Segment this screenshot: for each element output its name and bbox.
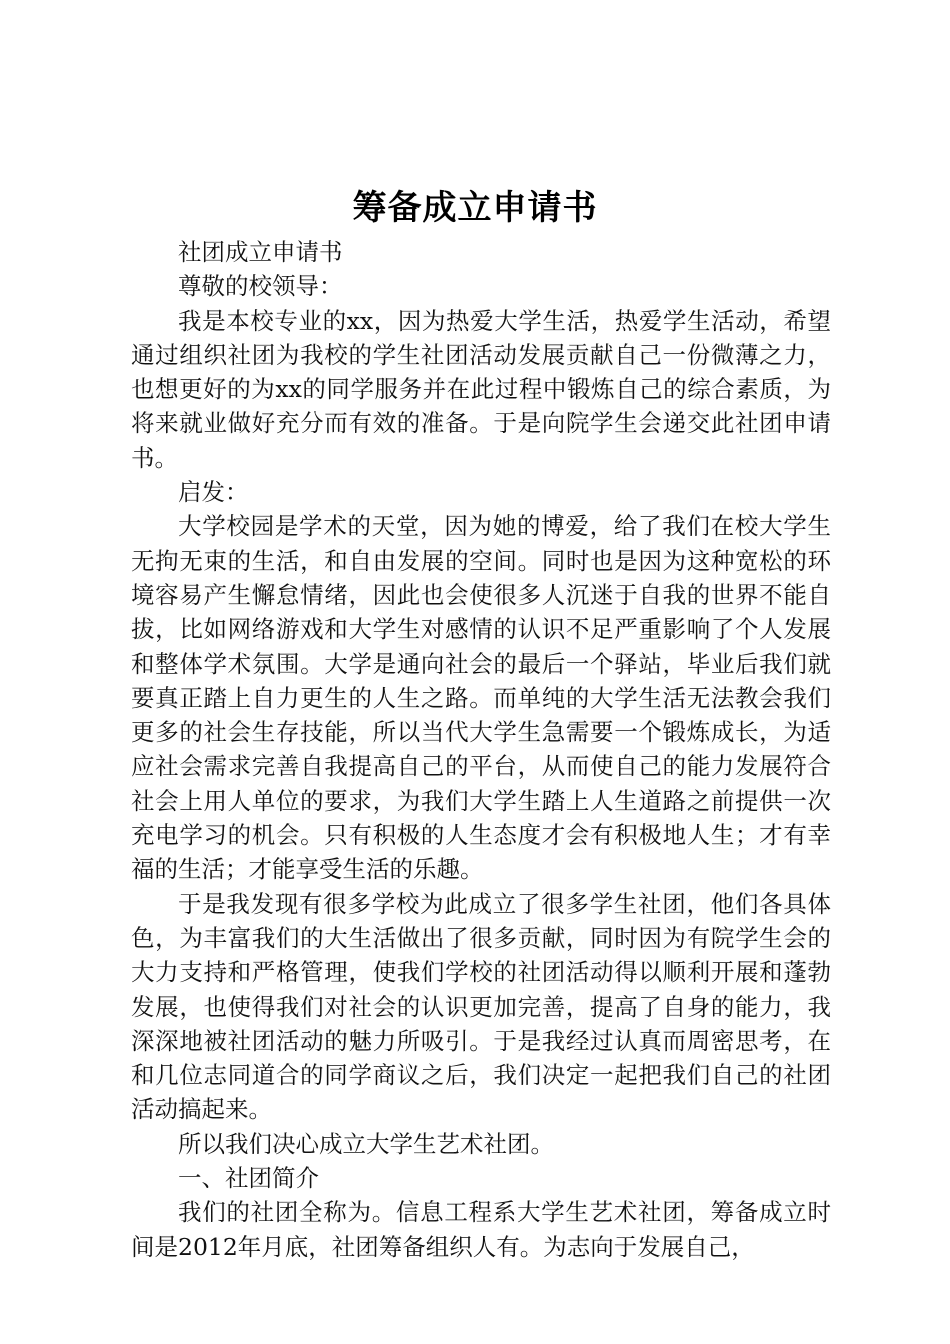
paragraph-heading: 社团成立申请书	[178, 238, 343, 266]
paragraph-salutation: 尊敬的校领导：	[178, 272, 343, 301]
paragraph-motivation: 大学校园是学术的天堂，因为她的博爱，给了我们在校大学生无拘无束的生活，和自由发展的空间。同时也是因为这种宽松的环境容易产生懈怠情绪，因此也会使很多人沉迷于自我的世界不能自拔，比如网络游戏和大学生对感情的认识不足严重影响了个人发展和整体学术氛围。大学是通向社会的最后一个驿站，毕业后我们就要真正踏上自力更生的人生之路。而单纯的大学生活无法教会我们更多的社会生存技能，所以当代大学生急需要一个锻炼成长，为适应社会需求完善自我提高自己的平台，从而使自己的能力发展符合社会上用人单位的要求，为我们大学生踏上人生道路之前提供一次充电学习的机会。只有积极的人生态度才会有积极地人生；才有幸福的生活；才能享受生活的乐趣。	[131, 512, 831, 884]
paragraph-decision: 所以我们决心成立大学生艺术社团。	[178, 1129, 554, 1158]
document-title: 筹备成立申请书	[352, 188, 598, 228]
paragraph-intro: 我是本校专业的xx，因为热爱大学生活，热爱学生活动，希望通过组织社团为我校的学生社团活动发展贡献自己一份微薄之力，也想更好的为xx的同学服务并在此过程中锻炼自己的综合素质，为将来就业做好充分而有效的准备。于是向院学生会递交此社团申请书。	[131, 306, 831, 472]
paragraph-discovery: 于是我发现有很多学校为此成立了很多学生社团，他们各具体色，为丰富我们的大生活做出了很多贡献，同时因为有院学生会的大力支持和严格管理，使我们学校的社团活动得以顺利开展和蓬勃发展，也使得我们对社会的认识更加完善，提高了自身的能力，我深深地被社团活动的魅力所吸引。于是我经过认真而周密思考，在和几位志同道合的同学商议之后，我们决定一起把我们自己的社团活动搞起来。	[131, 889, 831, 1124]
document-body	[131, 235, 831, 1264]
paragraph-section-heading: 一、社团简介	[178, 1164, 319, 1193]
paragraph-section-label: 启发：	[178, 478, 249, 507]
paragraph-club-intro: 我们的社团全称为。信息工程系大学生艺术社团，筹备成立时间是2012年月底，社团筹备组织人有。为志向于发展自己，	[131, 1198, 831, 1261]
